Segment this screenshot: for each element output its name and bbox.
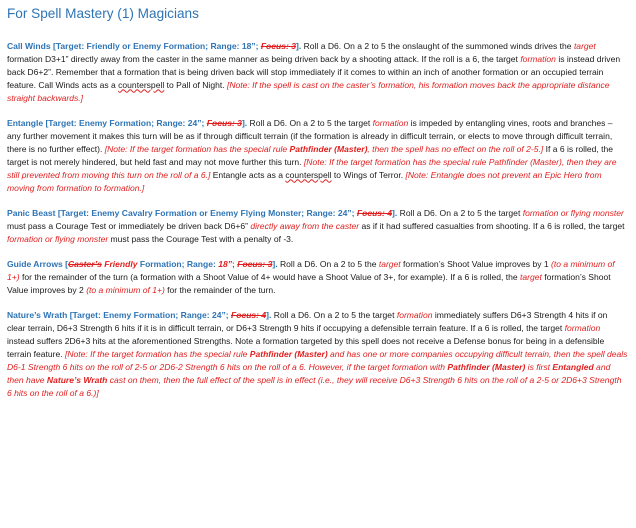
note: [Note: If the target formation has the special rule Pathfinder (Master) and has one or more companies occupying difficult terrain, then the spell deals D6-1 Strength 6 hits on the roll of 2-5 or 2D6-2 Strength 6 hits on the roll of a 6. However, if the target formation with Pathfinder (Master) is first Entangled and then have Nature’s Wrath cast on them, then the full effect of the spell is in effect (i.e., they will receive D6+3 Strength 6 hits on the roll of a 2-5 or 2D6+3 Strength 6 hits on the roll of a 6.)] [7, 349, 628, 398]
spell-heading: Call Winds [Target: Friendly or Enemy Formation; Range: 18”; Focus: 3]. [7, 41, 302, 51]
page-title: For Spell Mastery (1) Magicians [7, 6, 199, 21]
spell-entangle: Entangle [Target: Enemy Formation; Range: 24”; Focus: 3]. Roll a D6. On a 2 to 5 the target formation is impeded by entangling vines, roots and branches – any further movement it makes this turn will be as if through difficult terrain (if the formation is already in difficult terrain, or elects to move through difficult terrain, there is no further effect). [Note: If the target formation has the special rule Pathfinder (Master), then the spell has no effect on the roll of 2-5.] If a 6 is rolled, the target is not merely hindered, but held fast and may not move further this turn. [Note: If the target formation has the special rule Pathfinder (Master), then they are still prevented from moving this turn on the roll of a 6.] Entangle acts as a counterspell to Wings of Terror. [Note: Entangle does not prevent an Epic Hero from moving from formation to formation.] [7, 118, 617, 193]
focus-value: Focus: 4 [231, 310, 267, 321]
focus-value: Focus: 3 [206, 118, 242, 129]
note: [Note: If the target formation has the special rule Pathfinder (Master), then they are still prevented from moving this turn on the roll of a 6.] [7, 156, 617, 180]
note: [Note: If the spell is cast on the caster’s formation, his formation moves back the appropriate distance straight backwards.] [7, 79, 610, 103]
spell-heading: Panic Beast [Target: Enemy Cavalry Formation or Enemy Flying Monster; Range: 24”; Focus: 4]. [7, 207, 398, 218]
note: [Note: Entangle does not prevent an Epic Hero from moving from formation to formation.] [7, 169, 602, 193]
spell-heading: Guide Arrows [Caster’s Friendly Formation; Range: 18”; Focus: 3]. [7, 259, 278, 270]
spell-natures-wrath: Nature’s Wrath [Target: Enemy Formation; Range: 24”; Focus: 4]. Roll a D6. On a 2 to 5 the target formation immediately suffers D6+3 Strength 4 hits if on clear terrain, D6+3 Strength 6 hits if it is in difficult terrain, or D6+3 Strength 9 hits if occupying a defensible terrain feature. If a 6 is rolled, the target formation instead suffers 2D6+3 hits at the aforementioned Strengths. Note a formation targeted by this spell does not receive a Defense bonus for being in a defensible terrain feature. [Note: If the target formation has the special rule Pathfinder (Master) and has one or more companies occupying difficult terrain, then the spell deals D6-1 Strength 6 hits on the roll of 2-5 or 2D6-2 Strength 6 hits on the roll of a 6. However, if the target formation with Pathfinder (Master) is first Entangled and then have Nature’s Wrath cast on them, then the full effect of the spell is in effect (i.e., they will receive D6+3 Strength 6 hits on the roll of a 2-5 or 2D6+3 Strength 6 hits on the roll of a 6.)] [7, 310, 628, 398]
focus-value: Focus: 3 [237, 259, 273, 270]
spell-panic-beast: Panic Beast [Target: Enemy Cavalry Formation or Enemy Flying Monster; Range: 24”; Focus: 4]. Roll a D6. On a 2 to 5 the target formation or flying monster must pass a Courage Test or immediately be driven back D6+6” directly away from the caster as if it had suffered casualties from shooting. If a 6 is rolled, the target formation or flying monster must pass the Courage Test with a penalty of -3. [7, 207, 625, 244]
note: [Note: If the target formation has the special rule Pathfinder (Master), then the spell has no effect on the roll of 2-5.] [104, 143, 544, 154]
spell-heading: Entangle [Target: Enemy Formation; Range: 24”; Focus: 3]. [7, 118, 248, 129]
focus-value: Focus: 4 [356, 207, 393, 218]
spell-heading: Nature’s Wrath [Target: Enemy Formation; Range: 24”; Focus: 4]. [7, 310, 272, 321]
focus-value: Focus: 3 [260, 41, 296, 51]
spell-call-winds: Call Winds [Target: Friendly or Enemy Formation; Range: 18”; Focus: 3]. Roll a D6. On a 2 to 5 the onslaught of the summoned winds drives the target formation D3+1” directly away from the caster in the same manner as being driven back by a shooting attack. If the roll is a 6, the target formation is instead driven back D6+2”. Remember that a formation that is being driven back will stop immediately if it comes to within an inch of another formation or an occupied terrain feature. Call Winds acts as a counterspell to Pall of Night. [Note: If the spell is cast on the caster’s formation, his formation moves back the appropriate distance straight backwards.] [7, 41, 621, 103]
spell-guide-arrows: Guide Arrows [Caster’s Friendly Formation; Range: 18”; Focus: 3]. Roll a D6. On a 2 to 5 the target formation’s Shoot Value improves by 1 (to a minimum of 1+) for the remainder of the turn (a formation with a Shoot Value of 4+ would have a Shoot Value of 3+, for example). If a 6 is rolled, the target formation’s Shoot Value improves by 2 (to a minimum of 1+) for the remainder of the turn. [7, 259, 615, 295]
